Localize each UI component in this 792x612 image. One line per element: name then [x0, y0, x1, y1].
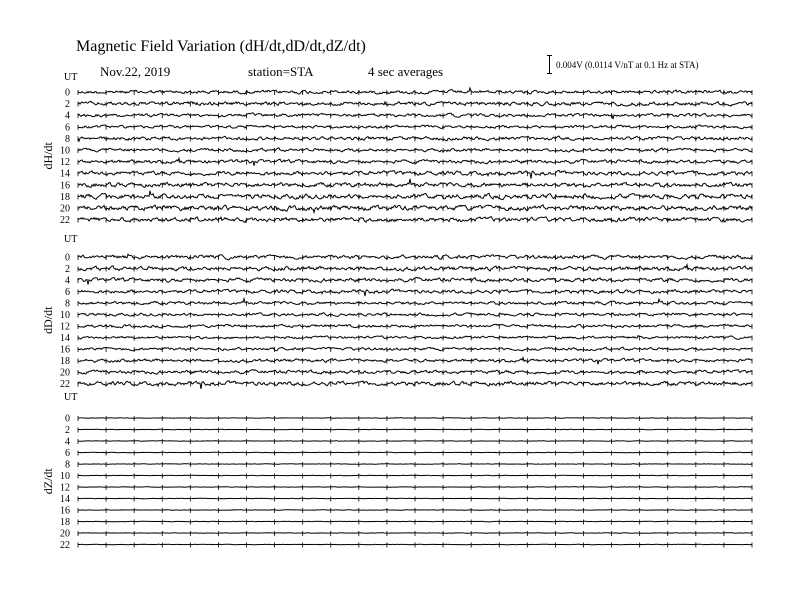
row-label: 22 — [60, 379, 70, 390]
row-label: 14 — [60, 494, 70, 505]
row-label: 0 — [65, 87, 70, 99]
row-label: 8 — [65, 133, 70, 145]
row-label: 10 — [60, 310, 70, 321]
row-label: 14 — [60, 168, 70, 180]
row-label: 16 — [60, 180, 70, 192]
row-label: 10 — [60, 145, 70, 157]
ut-label: UT — [64, 392, 78, 403]
row-label: 12 — [60, 482, 70, 494]
row-label: 2 — [65, 425, 70, 436]
ut-label: UT — [64, 72, 78, 83]
row-label: 16 — [60, 505, 70, 517]
panel-ylabel: dH/dt — [41, 142, 55, 170]
row-label: 6 — [65, 287, 70, 298]
row-label: 12 — [60, 321, 70, 333]
row-label: 18 — [60, 191, 70, 203]
row-label: 10 — [60, 471, 70, 482]
station-label: station=STA — [248, 64, 314, 79]
row-label: 20 — [60, 367, 70, 379]
ut-label: UT — [64, 234, 78, 245]
row-label: 6 — [65, 448, 70, 459]
row-label: 18 — [60, 356, 70, 367]
panel-ylabel: dZ/dt — [41, 468, 55, 495]
row-label: 8 — [65, 298, 70, 310]
row-label: 16 — [60, 344, 70, 356]
row-label: 2 — [65, 264, 70, 275]
row-label: 0 — [65, 413, 70, 425]
row-label: 8 — [65, 459, 70, 471]
averaging-label: 4 sec averages — [368, 64, 444, 79]
row-label: 4 — [65, 110, 70, 122]
row-label: 20 — [60, 528, 70, 540]
row-label: 4 — [65, 275, 70, 287]
scale-label: 0.004V (0.0114 V/nT at 0.1 Hz at STA) — [556, 60, 699, 70]
row-label: 12 — [60, 157, 70, 169]
row-label: 2 — [65, 99, 70, 111]
date-label: Nov.22, 2019 — [100, 64, 171, 79]
row-label: 20 — [60, 203, 70, 215]
row-label: 14 — [60, 333, 70, 344]
chart-title: Magnetic Field Variation (dH/dt,dD/dt,dZ/dt) — [76, 38, 366, 55]
panel-ylabel: dD/dt — [41, 306, 55, 334]
row-label: 0 — [65, 252, 70, 264]
row-label: 6 — [65, 122, 70, 134]
row-label: 4 — [65, 436, 70, 448]
row-label: 18 — [60, 517, 70, 528]
row-label: 22 — [60, 540, 70, 551]
row-label: 22 — [60, 215, 70, 227]
